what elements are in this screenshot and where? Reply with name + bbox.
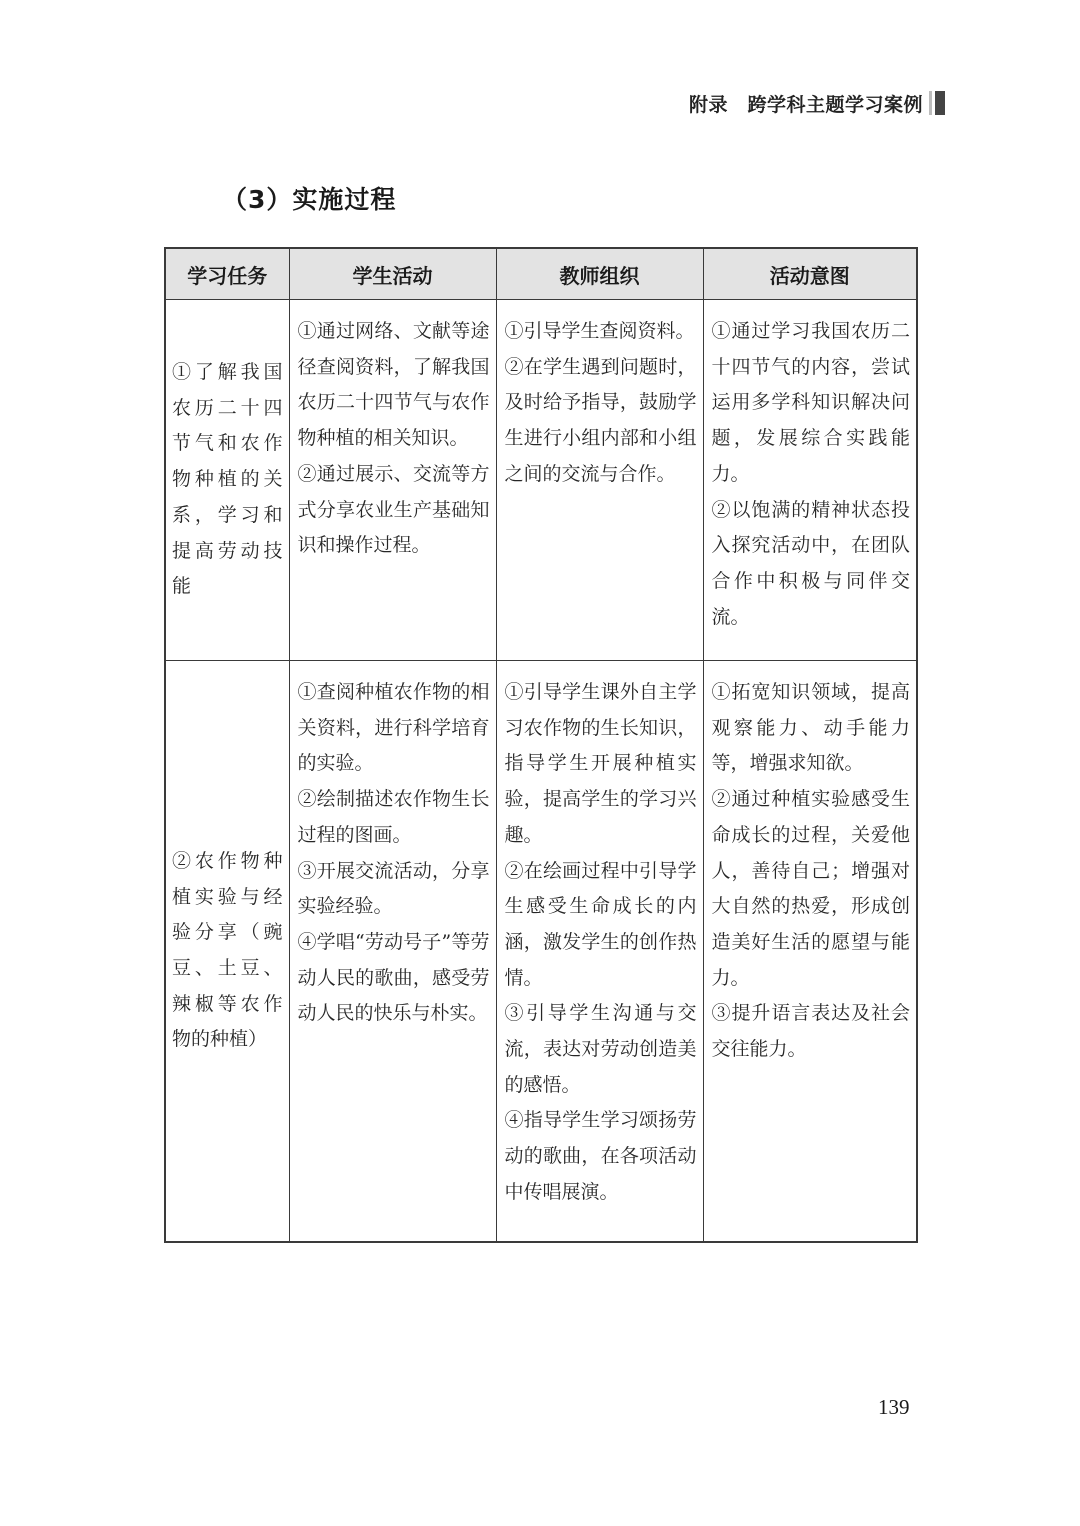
student-activity-item: ②绘制描述农作物生长过程的图画。 xyxy=(297,788,490,846)
activity-intent-item: ②以饱满的精神状态投入探究活动中，在团队合作中积极与同伴交流。 xyxy=(711,498,910,628)
teacher-organization-item: ④指导学生学习颂扬劳动的歌曲，在各项活动中传唱展演。 xyxy=(504,1109,697,1203)
implementation-table xyxy=(164,247,918,1243)
table-row xyxy=(165,300,917,661)
page-number: 139 xyxy=(878,1395,910,1419)
column-header-task: 学习任务 xyxy=(165,248,289,300)
student-activity-cell xyxy=(289,300,496,661)
task-text: ①了解我国农历二十四节气和农作物种植的关系，学习和提高劳动技能 xyxy=(172,361,283,598)
header-bar-thin xyxy=(929,91,932,115)
student-activity-cell xyxy=(289,661,496,1243)
task-cell xyxy=(165,661,289,1243)
student-activity-item: ③开展交流活动，分享实验经验。 xyxy=(297,859,490,918)
activity-intent-cell xyxy=(703,300,917,661)
teacher-organization-item: ②在绘画过程中引导学生感受生命成长的内涵，激发学生的创作热情。 xyxy=(504,859,697,989)
student-activity-item: ②通过展示、交流等方式分享农业生产基础知识和操作过程。 xyxy=(297,462,490,557)
table-header-row xyxy=(165,248,917,300)
student-activity-item: ①查阅种植农作物的相关资料，进行科学培育的实验。 xyxy=(297,681,490,775)
column-header-teacher-organization: 教师组织 xyxy=(496,248,703,300)
column-header-student-activity: 学生活动 xyxy=(289,248,496,300)
column-header-activity-intent: 活动意图 xyxy=(703,248,917,300)
activity-intent-item: ①拓宽知识领域，提高观察能力、动手能力等，增强求知欲。 xyxy=(711,681,910,775)
activity-intent-item: ③提升语言表达及社会交往能力。 xyxy=(711,1002,910,1061)
activity-intent-cell xyxy=(703,661,917,1243)
teacher-organization-cell xyxy=(496,661,703,1243)
student-activity-item: ④学唱“劳动号子”等劳动人民的歌曲，感受劳动人民的快乐与朴实。 xyxy=(297,930,490,1025)
header-bar-thick xyxy=(935,91,945,115)
teacher-organization-item: ①引导学生课外自主学习农作物的生长知识，指导学生开展种植实验，提高学生的学习兴趣。 xyxy=(504,681,697,846)
teacher-organization-item: ②在学生遇到问题时，及时给予指导，鼓励学生进行小组内部和小组之间的交流与合作。 xyxy=(504,355,697,485)
task-text: ②农作物种植实验与经验分享（豌豆、土豆、辣椒等农作物的种植） xyxy=(172,849,283,1051)
student-activity-item: ①通过网络、文献等途径查阅资料，了解我国农历二十四节气与农作物种植的相关知识。 xyxy=(297,320,490,450)
task-cell xyxy=(165,300,289,661)
running-header-title: 附录 跨学科主题学习案例 xyxy=(688,93,923,116)
activity-intent-item: ①通过学习我国农历二十四节气的内容，尝试运用多学科知识解决问题，发展综合实践能力。 xyxy=(711,320,910,485)
table-row xyxy=(165,661,917,1243)
section-heading: （3）实施过程 xyxy=(222,185,397,214)
teacher-organization-item: ①引导学生查阅资料。 xyxy=(504,320,695,342)
running-header xyxy=(600,88,945,118)
teacher-organization-cell xyxy=(496,300,703,661)
teacher-organization-item: ③引导学生沟通与交流，表达对劳动创造美的感悟。 xyxy=(504,1002,697,1096)
header-bar-marks xyxy=(929,90,945,116)
activity-intent-item: ②通过种植实验感受生命成长的过程，关爱他人，善待自己；增强对大自然的热爱，形成创造美好生活的愿望与能力。 xyxy=(711,788,910,989)
